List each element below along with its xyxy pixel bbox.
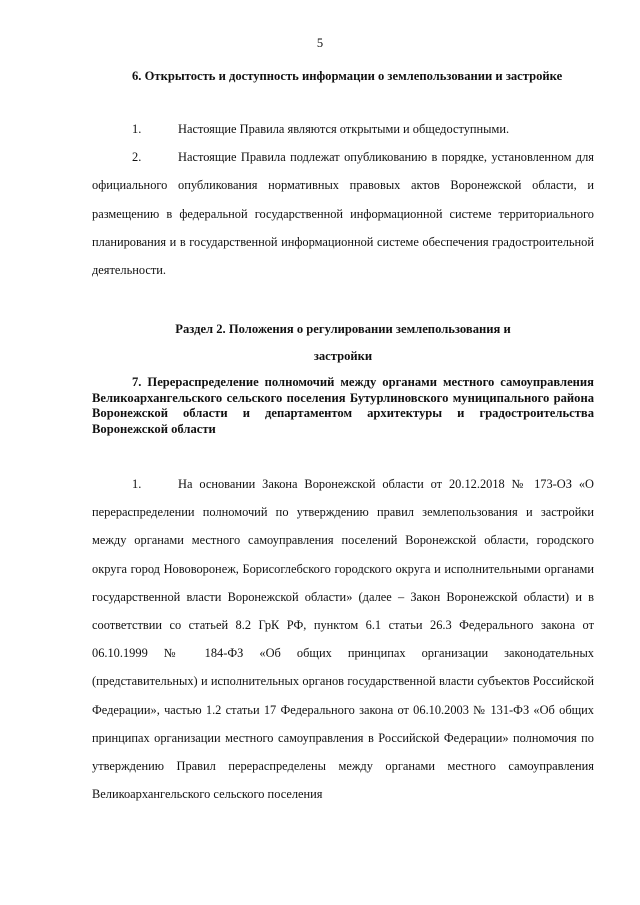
- section-7-heading: 7. Перераспределение полномочий между органами местного самоуправления Великоархангельского сельского поселения Бутурлиновского муниципального района Воронежской области и департаментом архитектуры и градостроительства Воронежской области: [92, 375, 594, 436]
- section-7-item-1: [92, 470, 594, 808]
- item-text: Настоящие Правила являются открытыми и общедоступными.: [178, 122, 510, 136]
- page-number: 5: [316, 36, 324, 50]
- section-6-item-2: [92, 143, 594, 284]
- item-number: 1.: [132, 477, 142, 491]
- item-text: На основании Закона Воронежской области от 20.12.2018 № 173-ОЗ «О перераспределении полномочий по утверждению правил землепользования и застройки между органами местного самоуправления поселений Воронежской области, городского округа город Нововоронеж, Борисоглебского городского округа и исполнительными органами государственной власти Воронежской области» (далее – Закон Воронежской области) и в соответствии со статьей 8.2 ГрК РФ, пунктом 6.1 статьи 26.3 Федерального закона от 06.10.1999 № 184-ФЗ «Об общих принципах организации законодательных (представительных) и исполнительных органов государственной власти субъектов Российской Федерации», частью 1.2 статьи 17 Федерального закона от 06.10.2003 № 131-ФЗ «Об общих принципах организации местного самоуправления в Российской Федерации» полномочия по утверждению Правил перераспределены между органами местного самоуправления Великоархангельского сельского поселения: [92, 477, 594, 802]
- section-6-item-1: [92, 115, 594, 143]
- section-7-body: [92, 470, 594, 808]
- part-2-title-line-2: застройки: [313, 349, 373, 363]
- section-6-heading: 6. Открытость и доступность информации о землепользовании и застройке: [132, 69, 563, 83]
- item-text: Настоящие Правила подлежат опубликованию в порядке, установленном для официального опубликования нормативных правовых актов Воронежской области, и размещению в федеральной государственной информационной системе территориального планирования и в государственной информационной системе обеспечения градостроительной деятельности.: [92, 150, 594, 278]
- item-number: 2.: [132, 150, 142, 165]
- part-2-title-line-1: Раздел 2. Положения о регулировании землепользования и: [175, 322, 511, 336]
- item-number: 1.: [132, 122, 142, 136]
- section-6-body: [92, 115, 594, 284]
